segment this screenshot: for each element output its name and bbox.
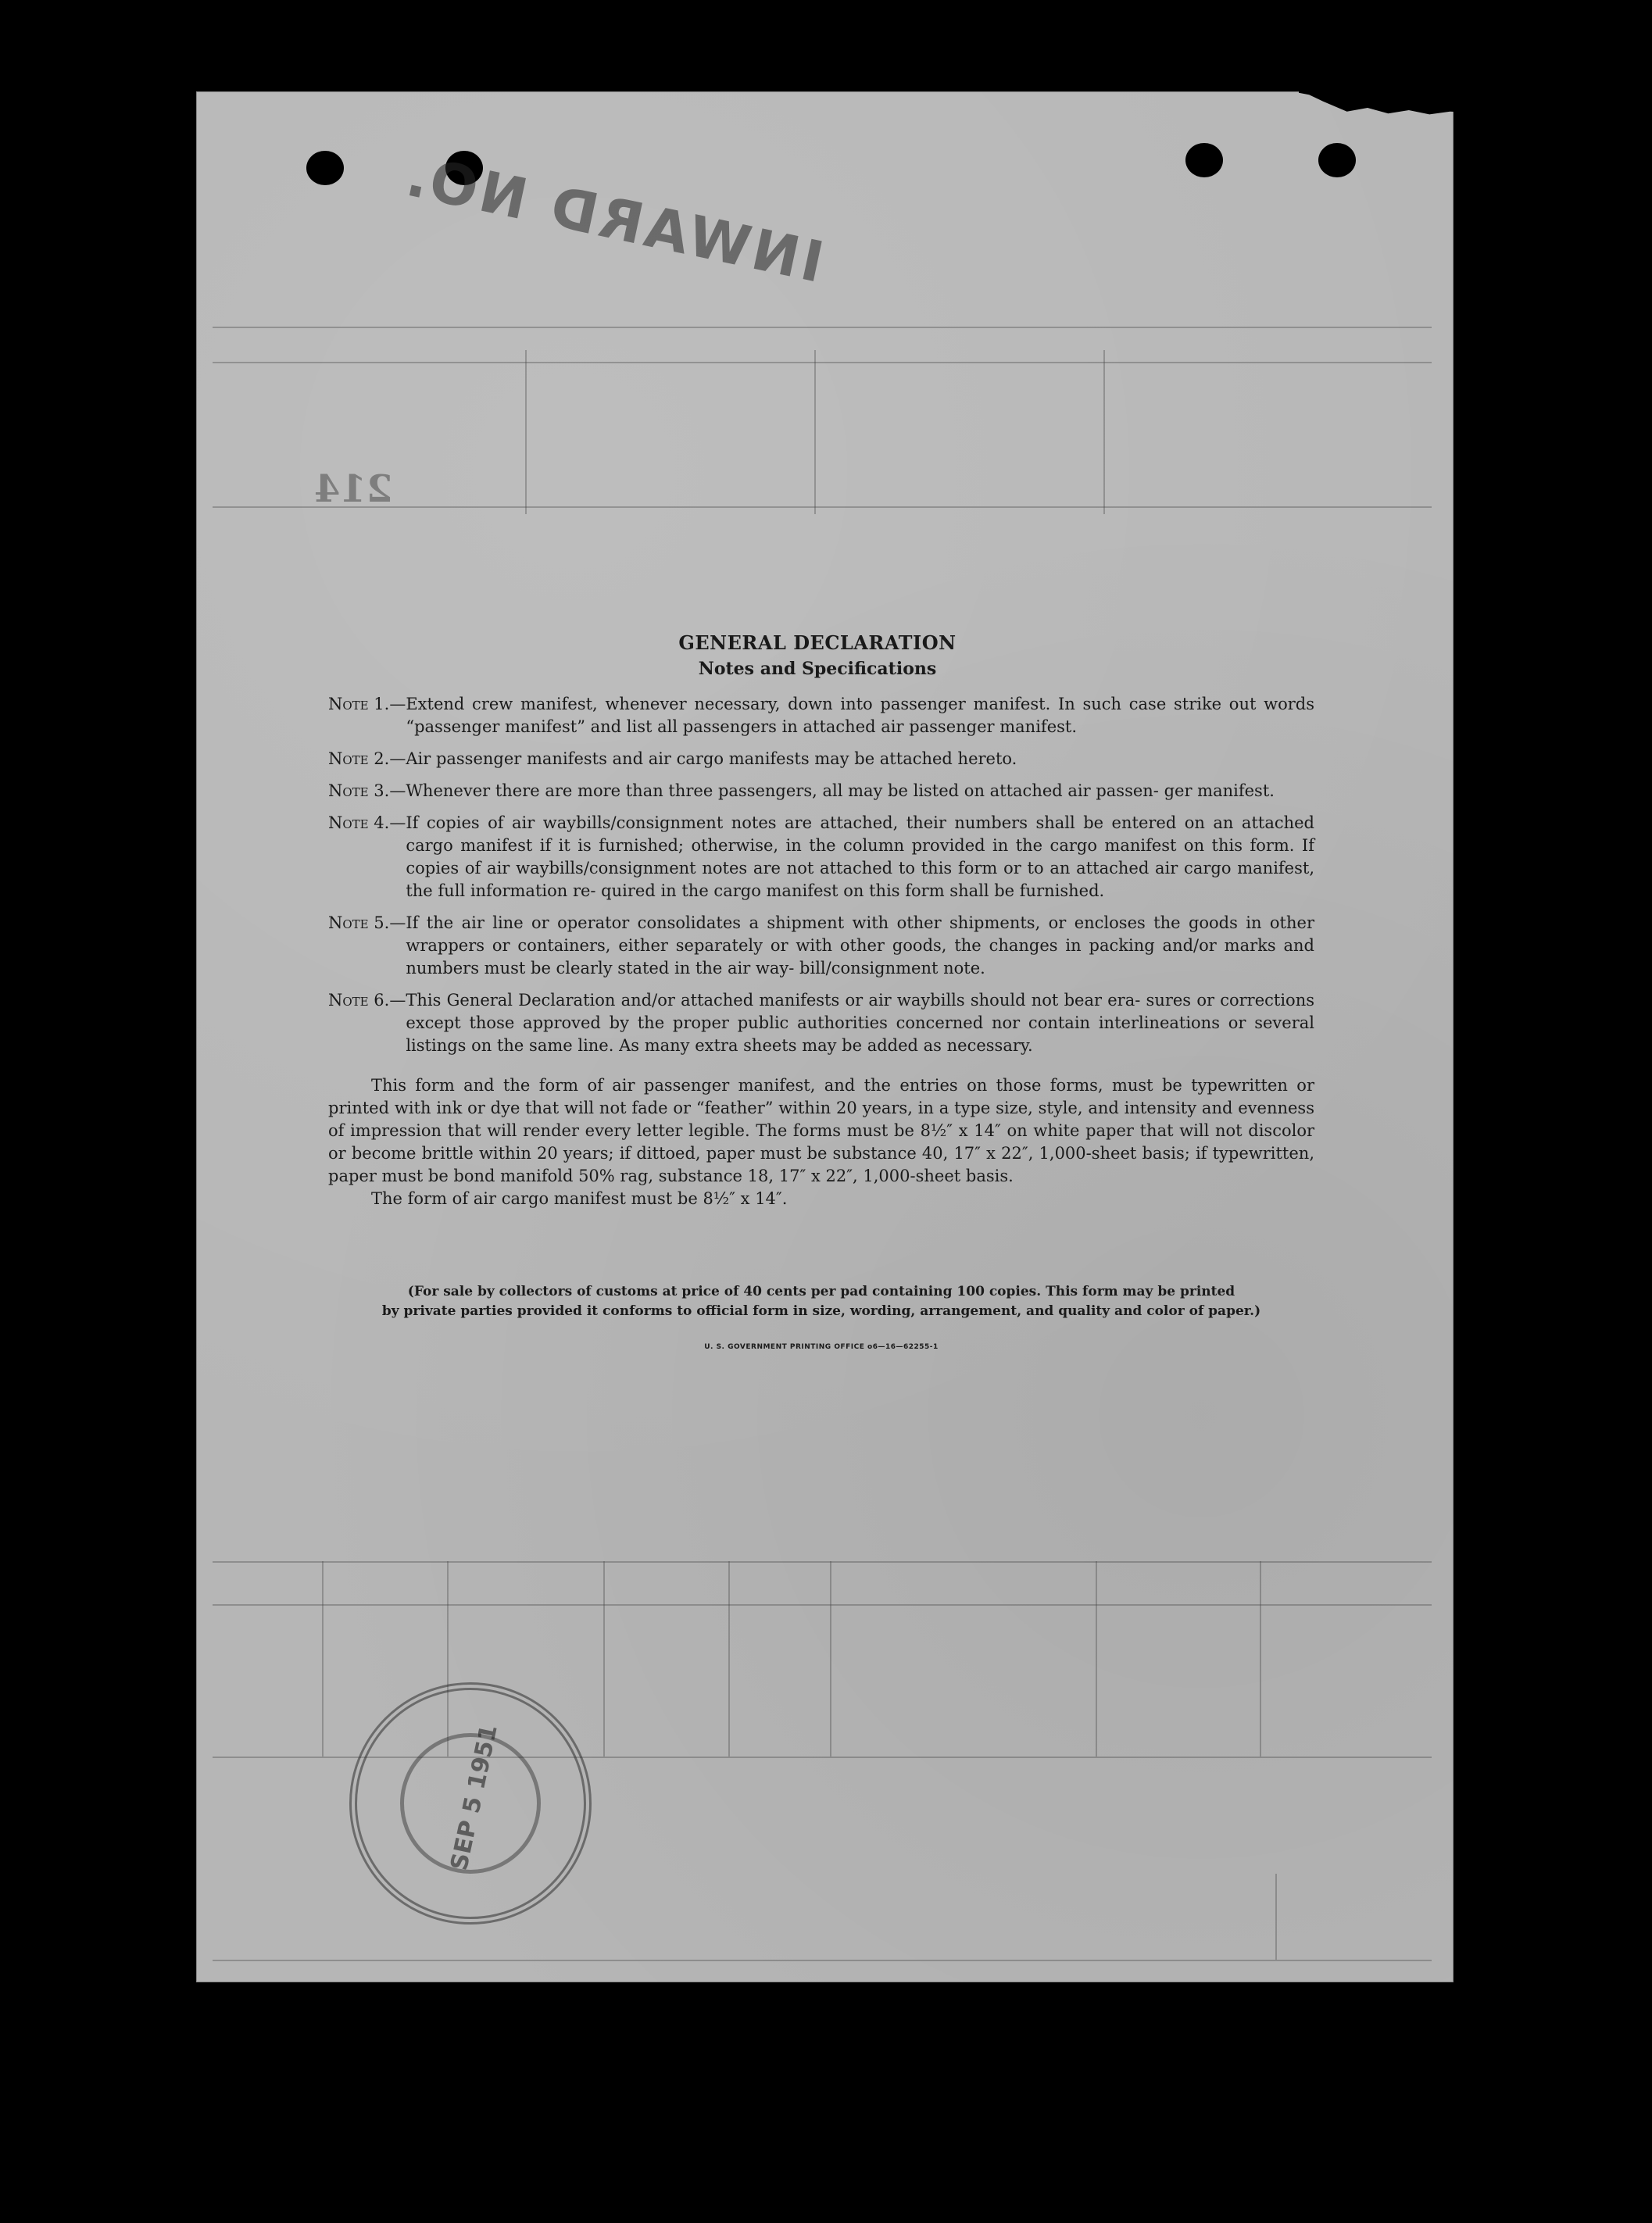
printing-office-imprint: U. S. GOVERNMENT PRINTING OFFICE o6—16—62255-1 [704,1343,939,1351]
note-text: This General Declaration and/or attached manifests or air waybills should not bear era- sures or corrections except those approved by the proper public authorities concerned nor contain interlineations or several listings on the same line. As many extra sheets may be added as necessary. [406,991,1314,1055]
note-label: Note 1.— [328,695,406,713]
torn-corner [1299,84,1471,131]
note-item [328,780,1314,802]
page-title: GENERAL DECLARATION [678,631,957,654]
bleed-through-line [1096,1561,1097,1757]
bleed-through-line [213,327,1432,328]
cargo-manifest-size-line: The form of air cargo manifest must be 8½″ x 14″. [371,1189,788,1208]
bleed-through-line [728,1561,730,1757]
bleed-through-line [322,1561,324,1757]
inward-stamp: INWARD NO. [398,142,830,295]
note-label: Note 4.— [328,813,406,832]
note-text: If copies of air waybills/consignment notes are attached, their numbers shall be entered on an attached cargo manifest if it is furnished; otherwise, in the column provided in the cargo manifest on this form. If copies of air waybills/consignment notes are not attached to this form or to an attached air cargo manifest, the full information re- quired in the cargo manifest on this form shall be furnished. [406,813,1314,900]
bleed-through-line [1275,1874,1277,1960]
bleed-through-line [1103,350,1105,514]
page-subtitle: Notes and Specifications [698,659,937,679]
punch-hole [1318,143,1356,177]
round-stamp-date: SEP 5 1951 [445,1722,503,1873]
bleed-through-line [213,1604,1432,1606]
bleed-through-line [1260,1561,1261,1757]
bleed-through-line [525,350,527,514]
note-label: Note 5.— [328,913,406,932]
bleed-through-line [213,1960,1432,1961]
handwritten-number: 214 [314,467,393,511]
bleed-through-line [213,362,1432,363]
specification-paragraph: This form and the form of air passenger manifest, and the entries on those forms, must be typewritten or printed with ink or dye that will not fade or “feather” within 20 years, in a type size, style, and intensity and evenness of impression that will render every letter legible. The forms must be 8½″ x 14″ on white paper that will not discolor or become brittle within 20 years; if dittoed, paper must be substance 40, 17″ x 22″, 1,000-sheet basis; if typewritten, paper must be bond manifold 50% rag, substance 18, 17″ x 22″, 1,000-sheet basis. [328,1076,1314,1185]
note-item [328,912,1314,980]
punch-hole [1185,143,1223,177]
note-label: Note 2.— [328,749,406,768]
note-text: If the air line or operator consolidates a shipment with other shipments, or encloses the goods in other wrappers or containers, either separately or with other goods, the changes in packing and/or marks and numbers must be clearly stated in the air way- bill/consignment note. [406,913,1314,977]
bleed-through-line [213,506,1432,508]
note-text: Air passenger manifests and air cargo manifests may be attached hereto. [406,749,1017,768]
note-text: Whenever there are more than three passengers, all may be listed on attached air passen- ger manifest. [406,781,1275,800]
bleed-through-line [814,350,816,514]
sale-notice-line: by private parties provided it conforms to official form in size, wording, arrangement, and quality and color of paper.) [381,1303,1261,1319]
sale-notice [328,1282,1314,1321]
note-item [328,693,1314,738]
note-label: Note 6.— [328,991,406,1010]
bleed-through-line [830,1561,831,1757]
bleed-through-line [213,1561,1432,1563]
immigration-round-stamp [349,1682,592,1925]
punch-hole [306,151,344,185]
bleed-through-line [603,1561,605,1757]
note-item [328,989,1314,1057]
note-label: Note 3.— [328,781,406,800]
document-sheet [197,92,1453,1982]
note-item [328,812,1314,902]
sale-notice-line: (For sale by collectors of customs at price of 40 cents per pad containing 100 copies. This form may be printed [407,1284,1235,1299]
notes-content [328,631,1314,1351]
note-item [328,748,1314,770]
note-text: Extend crew manifest, whenever necessary, down into passenger manifest. In such case strike out words “passenger manifest” and list all passengers in attached air passenger manifest. [406,695,1314,736]
